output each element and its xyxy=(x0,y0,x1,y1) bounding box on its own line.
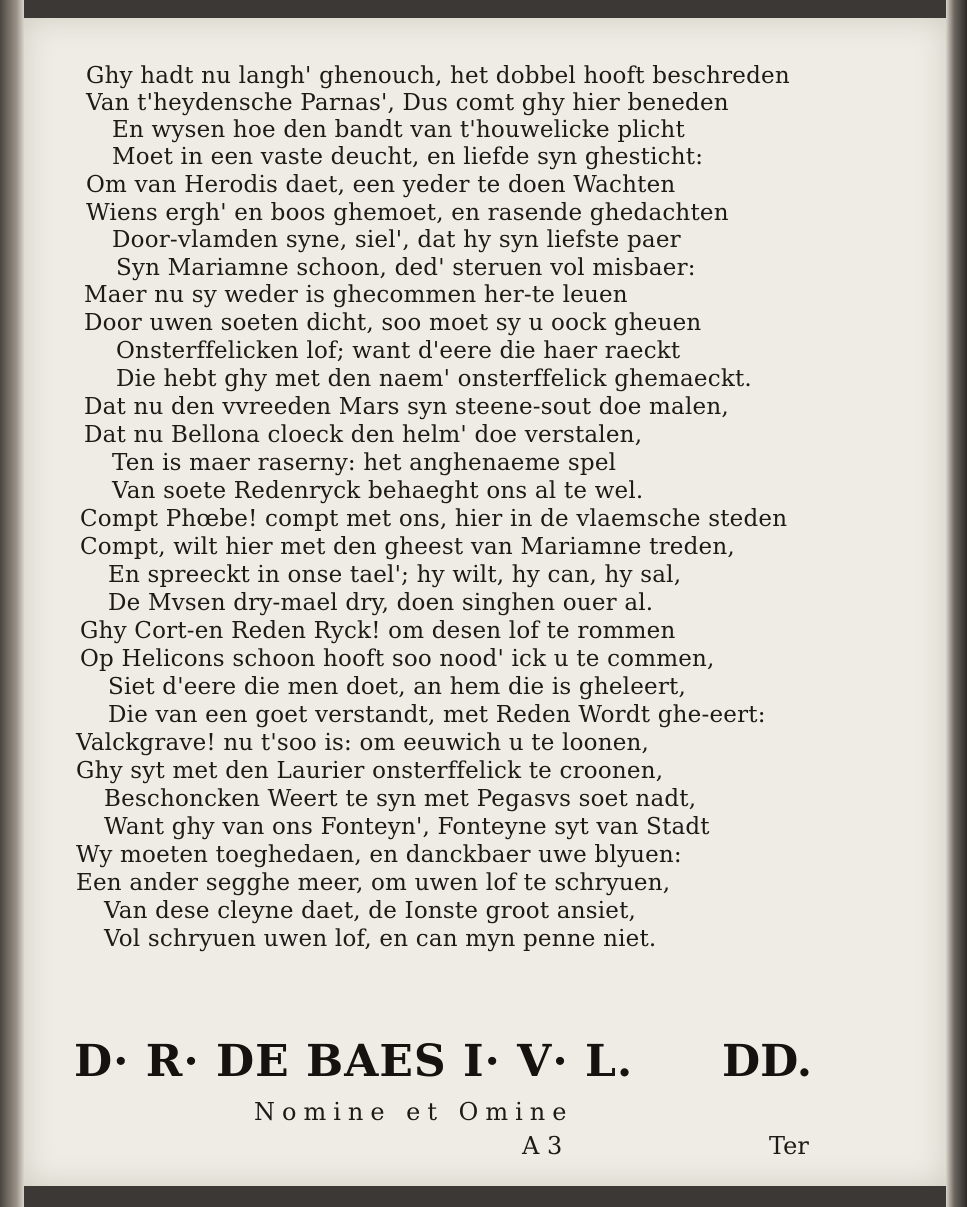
poem-line: Syn Mariamne schoon, ded' steruen vol misbaer: xyxy=(116,255,696,281)
page-edge-shadow xyxy=(946,0,967,1207)
poem-line: Ghy hadt nu langh' ghenouch, het dobbel hooft beschreden xyxy=(86,63,790,89)
poem-line: Wy moeten toeghedaen, en danckbaer uwe blyuen: xyxy=(76,842,682,868)
poem-line: Van t'heydensche Parnas', Dus comt ghy hier beneden xyxy=(86,90,729,116)
poem-line: En spreeckt in onse tael'; hy wilt, hy can, hy sal, xyxy=(108,562,682,588)
poem-line: Ghy syt met den Laurier onsterffelick te croonen, xyxy=(76,758,664,784)
poem-line: Die van een goet verstandt, met Reden Wordt ghe-eert: xyxy=(108,702,766,728)
poem-line: Valckgrave! nu t'soo is: om eeuwich u te loonen, xyxy=(76,730,650,756)
poem-line: En wysen hoe den bandt van t'houwelicke plicht xyxy=(112,117,685,143)
poem-line: De Mvsen dry-mael dry, doen singhen ouer al. xyxy=(108,590,654,616)
poem-line: Wiens ergh' en boos ghemoet, en rasende ghedachten xyxy=(86,200,729,226)
book-binding-shadow xyxy=(0,0,24,1207)
poem-line: Moet in een vaste deucht, en liefde syn ghesticht: xyxy=(112,144,704,170)
catchword: Ter xyxy=(769,1132,809,1160)
poem-line: Door-vlamden syne, siel', dat hy syn liefste paer xyxy=(112,227,681,253)
poem-line: Dat nu Bellona cloeck den helm' doe verstalen, xyxy=(84,422,643,448)
poem-line: Maer nu sy weder is ghecommen her-te leuen xyxy=(84,282,628,308)
poem-line: Dat nu den vvreeden Mars syn steene-sout doe malen, xyxy=(84,394,729,420)
poem-line: Siet d'eere die men doet, an hem die is gheleert, xyxy=(108,674,686,700)
poem-line: Ten is maer raserny: het anghenaeme spel xyxy=(112,450,617,476)
poem-line: Beschoncken Weert te syn met Pegasvs soet nadt, xyxy=(104,786,697,812)
poem-line: Op Helicons schoon hooft soo nood' ick u te commen, xyxy=(80,646,715,672)
poem-line: Onsterffelicken lof; want d'eere die haer raeckt xyxy=(116,338,681,364)
poem-line: Van soete Redenryck behaeght ons al te wel. xyxy=(112,478,644,504)
book-page xyxy=(24,18,946,1186)
motto: Nomine et Omine xyxy=(254,1098,574,1126)
poem-line: Ghy Cort-en Reden Ryck! om desen lof te rommen xyxy=(80,618,676,644)
signature-mark: A 3 xyxy=(522,1132,563,1160)
poem-line: Compt, wilt hier met den gheest van Mariamne treden, xyxy=(80,534,735,560)
dedication-mark: DD. xyxy=(722,1036,813,1087)
author-signature: D· R· DE BAES I· V· L. xyxy=(74,1036,634,1087)
poem-line: Om van Herodis daet, een yeder te doen Wachten xyxy=(86,172,676,198)
poem-line: Door uwen soeten dicht, soo moet sy u oock gheuen xyxy=(84,310,702,336)
poem-line: Compt Phœbe! compt met ons, hier in de vlaemsche steden xyxy=(80,506,788,532)
poem-line: Van dese cleyne daet, de Ionste groot ansiet, xyxy=(104,898,637,924)
poem-line: Want ghy van ons Fonteyn', Fonteyne syt van Stadt xyxy=(104,814,710,840)
poem-line: Een ander segghe meer, om uwen lof te schryuen, xyxy=(76,870,671,896)
poem-line: Die hebt ghy met den naem' onsterffelick ghemaeckt. xyxy=(116,366,752,392)
poem-line: Vol schryuen uwen lof, en can myn penne niet. xyxy=(104,926,657,952)
